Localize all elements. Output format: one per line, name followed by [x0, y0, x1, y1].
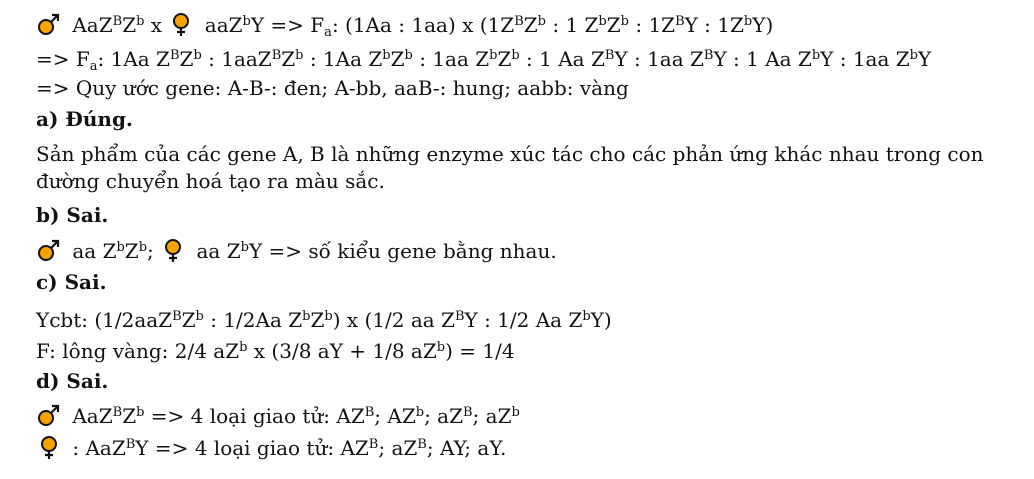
d-heading: d) Sai. — [36, 369, 109, 393]
a-text-1: Sản phẩm của các gene A, B là những enzyme xúc tác cho các phản ứng khác nhau trong con — [36, 142, 984, 166]
a-text-2: đường chuyển hoá tạo ra màu sắc. — [36, 169, 385, 193]
female-icon — [36, 434, 62, 460]
c-text-1: Ycbt: ($1/2aaZ^BZ^b$ : 1/2Aa $Z^bZ^b$) x (1/2 aa $Z^BY$ : 1/2 Aa $Z^bY$) — [36, 308, 612, 332]
male-icon — [36, 402, 62, 428]
fa-line: => $F_a$: 1Aa $Z^BZ^b$ : $1aaZ^BZ^b$ : 1Aa $Z^bZ^b$ : 1aa $Z^bZ^b$ : 1 Aa $Z^BY$ : 1aa $Z^BY$ : 1 Aa $Z^bY$ : 1aa $Z^bY$ — [36, 47, 932, 74]
convention-line: => Quy ước gene: A-B-: đen; A-bb, aaB-: hung; aabb: vàng — [36, 76, 629, 100]
female-icon — [160, 237, 186, 263]
female-icon — [168, 11, 194, 37]
cross-line — [36, 10, 773, 45]
male-icon — [36, 11, 62, 37]
cross-text-1: $AaZ^BZ^b$ x — [72, 13, 169, 37]
b-text: aa $Z^bZ^b$; aa $Z^bY$ => số kiểu gene bằng nhau. — [36, 236, 557, 263]
d-text-1: $AaZ^BZ^b => 4$ loại giao tử: $AZ^B$; $AZ^b$; $aZ^B$; $aZ^b$ — [36, 401, 520, 428]
c-text-2: F: lông vàng: 2/4 $aZ^b$ x (3/8 aY + 1/8 $aZ^b) = 1/4$ — [36, 339, 515, 363]
a-heading: a) Đúng. — [36, 107, 133, 131]
b-heading: b) Sai. — [36, 203, 109, 227]
d-text-2: : AaZ$^B$Y => 4 loại giao tử: $AZ^B$; $aZ^B$; AY; aY. — [36, 433, 506, 460]
male-icon — [36, 237, 62, 263]
c-heading: c) Sai. — [36, 270, 107, 294]
cross-text-2: $aaZ^bY => F_a$: (1Aa : 1aa) x ($1Z^BZ^b$ : 1 $Z^bZ^b$ : $1Z^BY$ : $1Z^bY$) — [204, 13, 774, 40]
